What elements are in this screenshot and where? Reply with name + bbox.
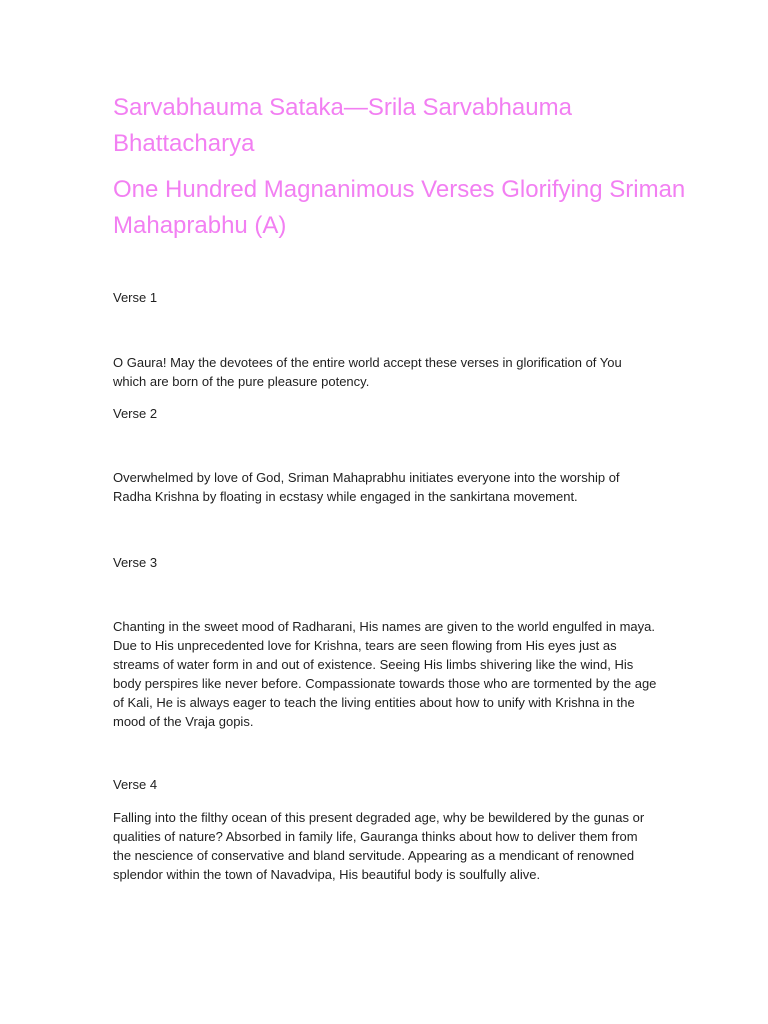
verse-3-label: Verse 3 xyxy=(113,555,158,570)
verse-4-label: Verse 4 xyxy=(113,777,158,792)
verse-2-text: Overwhelmed by love of God, Sriman Mahaprabhu initiates everyone into the worship of Radha Krishna by floating in ecstasy while engaged in the sankirtana movement. xyxy=(113,470,620,504)
document-title: Sarvabhauma Sataka—Srila Sarvabhauma Bhattacharya xyxy=(113,94,572,157)
verse-4-text: Falling into the filthy ocean of this present degraded age, why be bewildered by the gunas or qualities of nature? Absorbed in family life, Gauranga thinks about how to deliver them from the nescience of conservative and bland servitude. Appearing as a mendicant of renowned splendor within the town of Navadvipa, His beautiful body is soulfully alive. xyxy=(113,810,645,882)
document-subtitle: One Hundred Magnanimous Verses Glorifying Sriman Mahaprabhu (A) xyxy=(113,176,686,239)
verse-1-text: O Gaura! May the devotees of the entire world accept these verses in glorification of You which are born of the pure pleasure potency. xyxy=(113,355,622,389)
verse-2-label: Verse 2 xyxy=(113,406,158,421)
verse-1-label: Verse 1 xyxy=(113,290,158,305)
verse-3-text: Chanting in the sweet mood of Radharani, His names are given to the world engulfed in maya. Due to His unprecedented love for Krishna, tears are seen flowing from His eyes just as streams of water form in and out of existence. Seeing His limbs shivering like the wind, His body perspires like never before. Compassionate towards those who are tormented by the age of Kali, He is always eager to teach the living entities about how to unify with Krishna in the mood of the Vraja gopis. xyxy=(113,619,657,729)
